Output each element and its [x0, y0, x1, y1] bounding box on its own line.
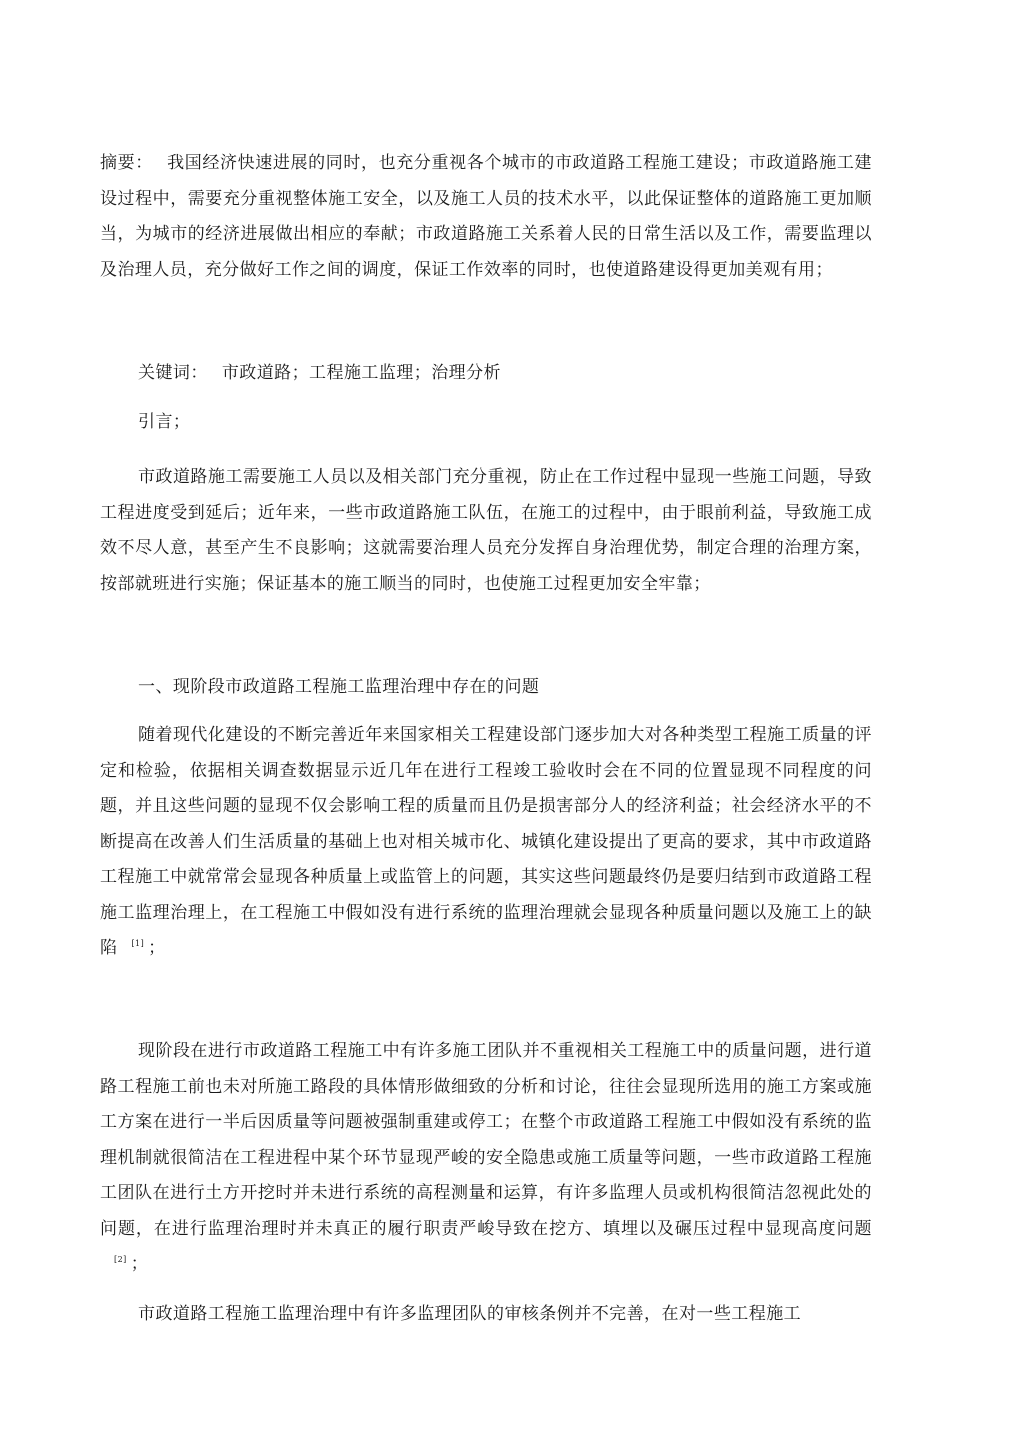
keywords-text: 市政道路；工程施工监理；治理分析	[221, 363, 502, 383]
citation-marker: [2]	[114, 1255, 127, 1265]
section1-paragraph-1	[100, 718, 872, 967]
section1-heading: 一、现阶段市政道路工程施工监理治理中存在的问题	[138, 677, 540, 697]
paragraph-tail: ；	[130, 1254, 149, 1274]
keywords-label: 关键词：	[138, 363, 208, 383]
citation-marker: [1]	[131, 939, 145, 949]
paragraph-tail: ；	[148, 938, 166, 958]
keywords-line	[138, 356, 501, 391]
section1-paragraph-3: 市政道路工程施工监理治理中有许多监理团队的审核条例并不完善，在对一些工程施工	[138, 1304, 802, 1324]
intro-heading: 引言；	[138, 412, 191, 432]
abstract-label: 摘要：	[100, 153, 153, 173]
section1-paragraph-2	[100, 1034, 872, 1283]
paragraph-text: 随着现代化建设的不断完善近年来国家相关工程建设部门逐步加大对各种类型工程施工质量的评定和检验，依据相关调查数据显示近几年在进行工程竣工验收时会在不同的位置显现不同程度的问题，并且这些问题的显现不仅会影响工程的质量而且仍是损害部分人的经济利益；社会经济水平的不断提高在改善人们生活质量的基础上也对相关城市化、城镇化建设提出了更高的要求，其中市政道路工程施工中就常常会显现各种质量上或监管上的问题，其实这些问题最终仍是要归结到市政道路工程施工监理治理上，在工程施工中假如没有进行系统的监理治理就会显现各种质量问题以及施工上的缺陷	[100, 725, 872, 958]
abstract-text: 我国经济快速进展的同时，也充分重视各个城市的市政道路工程施工建设；市政道路施工建设过程中，需要充分重视整体施工安全，以及施工人员的技术水平，以此保证整体的道路施工更加顺当，为城市的经济进展做出相应的奉献；市政道路施工关系着人民的日常生活以及工作，需要监理以及治理人员，充分做好工作之间的调度，保证工作效率的同时，也使道路建设得更加美观有用；	[100, 153, 872, 280]
paragraph-text: 现阶段在进行市政道路工程施工中有许多施工团队并不重视相关工程施工中的质量问题，进行道路工程施工前也未对所施工路段的具体情形做细致的分析和讨论，往往会显现所选用的施工方案或施工方案在进行一半后因质量等问题被强制重建或停工；在整个市政道路工程施工中假如没有系统的监理机制就很简洁在工程进程中某个环节显现严峻的安全隐患或施工质量等问题，一些市政道路工程施工团队在进行土方开挖时并未进行系统的高程测量和运算，有许多监理人员或机构很简洁忽视此处的问题，在进行监理治理时并未真正的履行职责严峻导致在挖方、填埋以及碾压过程中显现高度问题	[100, 1041, 872, 1239]
abstract-paragraph	[100, 146, 872, 288]
intro-paragraph: 市政道路施工需要施工人员以及相关部门充分重视，防止在工作过程中显现一些施工问题，导致工程进度受到延后；近年来，一些市政道路施工队伍，在施工的过程中，由于眼前利益，导致施工成效不尽人意，甚至产生不良影响；这就需要治理人员充分发挥自身治理优势，制定合理的治理方案，按部就班进行实施；保证基本的施工顺当的同时，也使施工过程更加安全牢靠；	[100, 467, 872, 594]
